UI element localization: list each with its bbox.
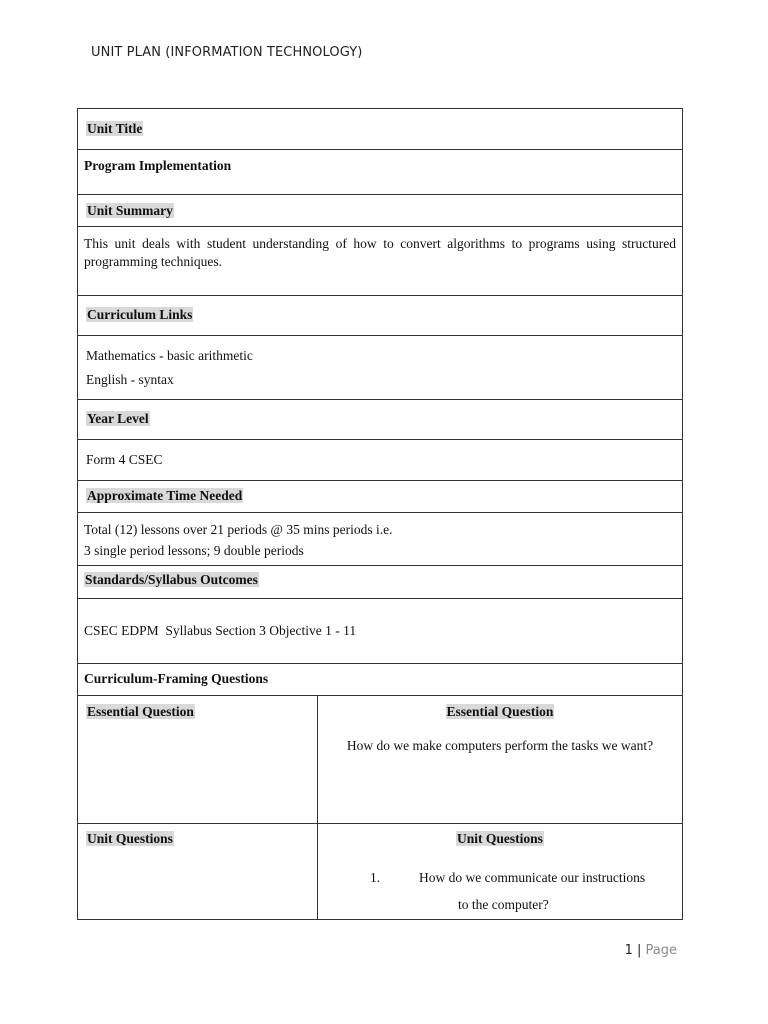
standards-value: CSEC EDPM Syllabus Section 3 Objective 1 - 11	[84, 623, 357, 638]
curriculum-links-label: Curriculum Links	[87, 307, 193, 322]
page-footer	[625, 943, 677, 958]
unit-title-value: Program Implementation	[84, 158, 232, 173]
unit-summary-value-row	[77, 226, 683, 295]
standards-value-row	[77, 598, 683, 663]
unit-title-label-row	[77, 108, 683, 149]
unit-summary-label: Unit Summary	[87, 203, 173, 218]
framing-questions-label-row	[77, 663, 683, 695]
curriculum-links-items-row	[77, 335, 683, 399]
standards-label-row	[77, 565, 683, 598]
unit-questions-row	[77, 823, 683, 920]
unit-summary-label-row	[77, 194, 683, 226]
unit-summary-text: This unit deals with student understanding of how to convert algorithms to programs using structured programming techniques.	[84, 236, 676, 269]
document-header-title: UNIT PLAN (INFORMATION TECHNOLOGY)	[91, 45, 363, 60]
page-word: Page	[645, 943, 677, 958]
essential-question-row	[77, 695, 683, 823]
time-needed-value-row	[77, 512, 683, 565]
time-needed-label-row	[77, 480, 683, 512]
essential-question-text: How do we make computers perform the tasks we want?	[346, 738, 654, 753]
unit-question-line1: How do we communicate our instructions	[419, 870, 646, 885]
time-needed-line: 3 single period lessons; 9 double periods	[84, 543, 304, 558]
essential-question-left-label: Essential Question	[87, 704, 194, 719]
year-level-label-row	[77, 399, 683, 439]
time-needed-label: Approximate Time Needed	[87, 488, 243, 503]
unit-title-value-row	[77, 149, 683, 194]
unit-question-number: 1.	[370, 870, 381, 885]
unit-questions-right-label: Unit Questions	[457, 831, 543, 846]
standards-label: Standards/Syllabus Outcomes	[85, 572, 258, 587]
unit-title-label: Unit Title	[87, 121, 143, 136]
page-number: 1	[624, 943, 633, 958]
time-needed-line: Total (12) lessons over 21 periods @ 35 mins periods i.e.	[84, 522, 393, 537]
year-level-value-row	[77, 439, 683, 480]
year-level-label: Year Level	[87, 411, 149, 426]
framing-questions-label: Curriculum-Framing Questions	[84, 671, 269, 686]
curriculum-link-item: Mathematics - basic arithmetic	[86, 348, 253, 363]
unit-questions-left-label: Unit Questions	[87, 831, 173, 846]
curriculum-link-item: English - syntax	[86, 372, 174, 387]
curriculum-links-label-row	[77, 295, 683, 335]
year-level-value: Form 4 CSEC	[86, 452, 163, 467]
page-separator: |	[636, 943, 642, 958]
unit-question-line2: to the computer?	[458, 897, 549, 912]
essential-question-right-label: Essential Question	[446, 704, 554, 719]
